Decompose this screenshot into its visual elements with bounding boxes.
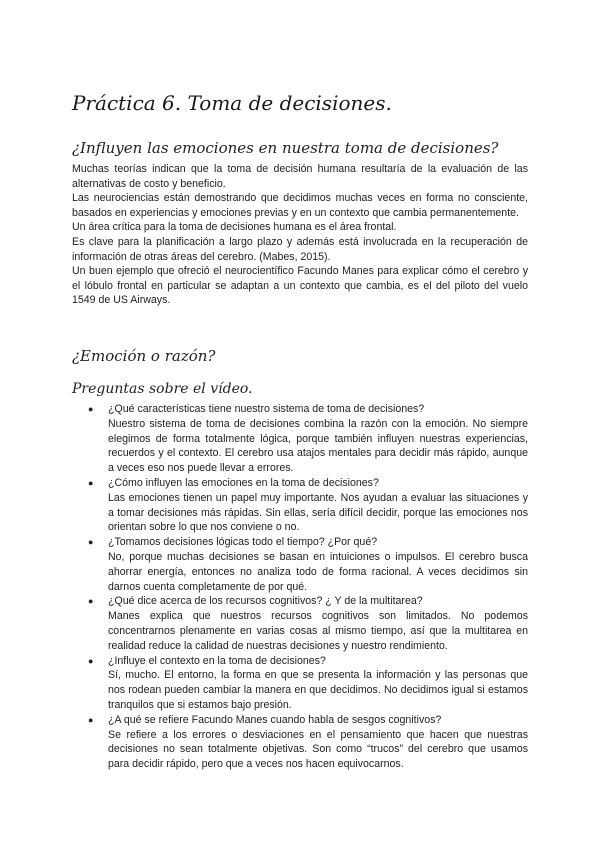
list-item (72, 654, 528, 713)
question-list (72, 402, 528, 772)
bullet-icon: ● (88, 537, 94, 548)
answer-text: Sí, mucho. El entorno, la forma en que se presenta la información y las personas que nos rodean pueden cambiar la manera en que decidimos. No decidimos igual si estamos tranquilos que si estamos bajo presión. (108, 669, 528, 711)
answer-text: No, porque muchas decisiones se basan en intuiciones o impulsos. El cerebro busca ahorrar energía, entonces no analiza todo de forma racional. A veces decidimos sin darnos cuenta completamente de por qué. (108, 550, 528, 593)
question-text: ¿Influye el contexto en la toma de decisiones? (108, 654, 326, 667)
question-text: ¿Qué dice acerca de los recursos cognitivos? ¿ Y de la multitarea? (108, 595, 423, 608)
answer-text: Las emociones tienen un papel muy importante. Nos ayudan a evaluar las situaciones y a tomar decisiones más rápidas. Sin ellas, sería difícil decidir, porque las emociones nos orientan sobre lo que nos conviene o no. (108, 491, 528, 534)
list-item (72, 713, 528, 772)
answer-text: Manes explica que nuestros recursos cognitivos son limitados. No podemos concentrarnos plenamente en varias cosas al mismo tiempo, así que la multitarea en realidad reduce la calidad de nuestras decisiones y nuestro rendimiento. (108, 610, 528, 652)
bullet-icon: ● (88, 404, 94, 414)
question-text: ¿Cómo influyen las emociones en la toma de decisiones? (108, 476, 379, 489)
list-item (72, 594, 528, 653)
question-text: ¿Qué características tiene nuestro sistema de toma de decisiones? (108, 403, 425, 415)
bullet-icon: ● (88, 596, 94, 607)
answer-text: Nuestro sistema de toma de decisiones combina la razón con la emoción. No siempre elegimos de forma totalmente lógica, porque también influyen nuestras experiencias, recuerdos y el contexto. El cerebro usa atajos mentales para decidir más rápido, aunque a veces eso nos puede llevar a errores. (108, 417, 528, 475)
paragraph: Un buen ejemplo que ofreció el neurocientífico Facundo Manes para explicar cómo el cerebro y el lóbulo frontal en particular se adaptan a un contexto que cambia, es el del piloto del vuelo 1549 de US Airways. (72, 265, 528, 307)
page-title: Práctica 6. Toma de decisiones. (72, 91, 392, 115)
bullet-icon: ● (88, 714, 94, 725)
bullet-icon: ● (88, 477, 94, 488)
list-item (72, 402, 528, 476)
paragraph: Es clave para la planificación a largo plazo y además está involucrada en la recuperación de información de otras áreas del cerebro. (Mabes, 2015). (72, 235, 528, 263)
section-heading-emotions: ¿Influyen las emociones en nuestra toma de decisiones? (72, 139, 499, 157)
section-heading-emotion-or-reason: ¿Emoción o razón? (72, 347, 216, 365)
list-item (72, 476, 528, 535)
subheading-video-questions: Preguntas sobre el vídeo. (72, 381, 253, 397)
paragraph: Un área crítica para la toma de decisiones humana es el área frontal. (72, 221, 397, 234)
question-text: ¿A qué se refiere Facundo Manes cuando habla de sesgos cognitivos? (108, 713, 442, 726)
question-text: ¿Tomamos decisiones lógicas todo el tiempo? ¿Por qué? (108, 536, 378, 549)
answer-text: Se refiere a los errores o desviaciones en el pensamiento que hacen que nuestras decisiones no sean totalmente objetivas. Son como “trucos” del cerebro que usamos para decidir rápido, pero que a veces nos hacen equivocarnos. (108, 728, 528, 771)
paragraph: Las neurociencias están demostrando que decidimos muchas veces en forma no consciente, basados en experiencias y emociones previas y en un contexto que cambia permanentemente. (72, 192, 528, 219)
list-item (72, 535, 528, 594)
paragraph: Muchas teorías indican que la toma de decisión humana resultaría de la evaluación de las alternativas de costo y beneficio. (72, 163, 528, 190)
bullet-icon: ● (88, 655, 94, 666)
intro-text (72, 162, 528, 308)
